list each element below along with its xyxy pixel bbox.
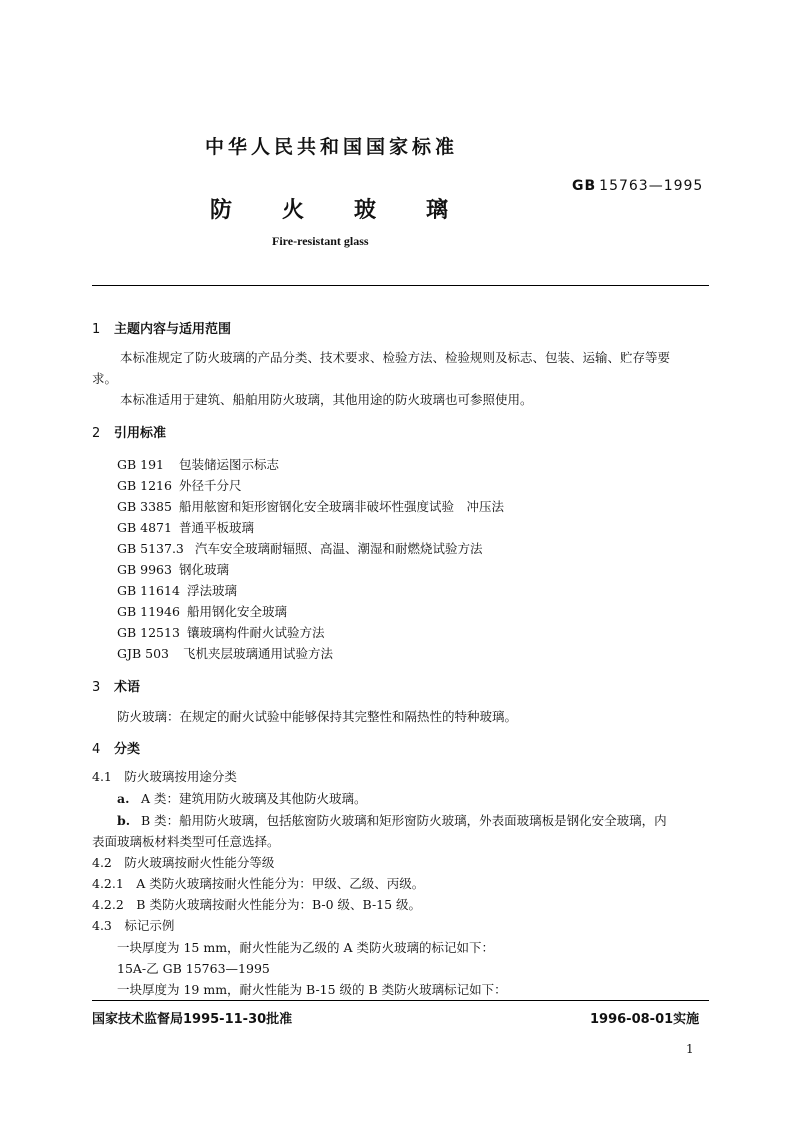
reference-code: GB 11946 bbox=[117, 604, 180, 619]
section-title: 分类 bbox=[114, 742, 141, 757]
reference-title: 包装储运图示标志 bbox=[178, 457, 279, 472]
item-marker: a. bbox=[117, 791, 130, 806]
section-1-paragraph-2: 本标准适用于建筑、船舶用防火玻璃，其他用途的防火玻璃也可参照使用。 bbox=[120, 392, 533, 407]
footer-divider bbox=[92, 1000, 709, 1001]
reference-code: GB 3385 bbox=[117, 499, 172, 514]
standard-number bbox=[572, 178, 703, 194]
reference-title: 外径千分尺 bbox=[178, 478, 242, 493]
reference-item bbox=[117, 476, 242, 494]
reference-item bbox=[117, 602, 287, 620]
clause-4-1: 4.1 防火玻璃按用途分类 bbox=[92, 769, 237, 784]
approval-date: 国家技术监督局1995-11-30批准 bbox=[92, 1012, 293, 1027]
term-definition: 防火玻璃：在规定的耐火试验中能够保持其完整性和隔热性的特种玻璃。 bbox=[117, 709, 518, 724]
section-number: 3 bbox=[92, 680, 101, 695]
section-title: 主题内容与适用范围 bbox=[114, 322, 232, 337]
reference-code: GB 4871 bbox=[117, 520, 172, 535]
reference-item bbox=[117, 455, 279, 473]
document-title bbox=[210, 193, 498, 224]
section-number: 1 bbox=[92, 322, 101, 337]
standard-number-value: 15763—1995 bbox=[599, 178, 704, 194]
reference-title: 普通平板玻璃 bbox=[178, 520, 254, 535]
reference-title: 钢化玻璃 bbox=[178, 562, 229, 577]
implementation-date: 1996-08-01实施 bbox=[590, 1012, 700, 1027]
section-4-heading bbox=[92, 738, 140, 757]
reference-code: GB 9963 bbox=[117, 562, 172, 577]
reference-title: 飞机夹层玻璃通用试验方法 bbox=[182, 646, 333, 661]
reference-item bbox=[117, 581, 237, 599]
reference-code: GB 191 bbox=[117, 457, 165, 472]
clause-4-2: 4.2 防火玻璃按耐火性能分等级 bbox=[92, 855, 275, 870]
reference-item bbox=[117, 644, 333, 662]
section-1-paragraph-1: 本标准规定了防火玻璃的产品分类、技术要求、检验方法、检验规则及标志、包装、运输、贮存等要 bbox=[120, 350, 671, 365]
title-char: 玻 bbox=[354, 198, 377, 223]
reference-title: 镶玻璃构件耐火试验方法 bbox=[186, 625, 325, 640]
reference-item bbox=[117, 518, 254, 536]
item-marker: b. bbox=[117, 813, 131, 828]
section-title: 引用标准 bbox=[114, 426, 167, 441]
reference-code: GB 12513 bbox=[117, 625, 180, 640]
example-2-description: 一块厚度为 19 mm，耐火性能为 B-15 级的 B 类防火玻璃标记如下： bbox=[117, 982, 507, 997]
reference-code: GB 1216 bbox=[117, 478, 172, 493]
section-number: 4 bbox=[92, 742, 101, 757]
item-text: A 类：建筑用防火玻璃及其他防火玻璃。 bbox=[141, 791, 367, 806]
clause-4-1-a bbox=[117, 789, 367, 807]
reference-item bbox=[117, 497, 504, 515]
title-char: 火 bbox=[282, 198, 305, 223]
title-char: 璃 bbox=[426, 198, 449, 223]
clause-4-1-b bbox=[117, 811, 667, 829]
clause-4-2-2: 4.2.2 B 类防火玻璃按耐火性能分为：B-0 级、B-15 级。 bbox=[92, 897, 422, 912]
reference-code: GB 5137.3 bbox=[117, 541, 184, 556]
national-standard-heading: 中华人民共和国国家标准 bbox=[205, 136, 459, 158]
reference-title: 船用舷窗和矩形窗钢化安全玻璃非破坏性强度试验 冲压法 bbox=[178, 499, 504, 514]
clause-4-1-b-cont: 表面玻璃板材料类型可任意选择。 bbox=[92, 834, 280, 849]
item-text: B 类：船用防火玻璃，包括舷窗防火玻璃和矩形窗防火玻璃，外表面玻璃板是钢化安全玻璃，内 bbox=[141, 813, 667, 828]
section-2-heading bbox=[92, 422, 166, 441]
example-1-description: 一块厚度为 15 mm，耐火性能为乙级的 A 类防火玻璃的标记如下： bbox=[117, 940, 495, 955]
reference-item bbox=[117, 623, 325, 641]
reference-item bbox=[117, 539, 483, 557]
clause-4-3: 4.3 标记示例 bbox=[92, 918, 175, 933]
section-number: 2 bbox=[92, 426, 101, 441]
standard-prefix: GB bbox=[572, 178, 597, 194]
reference-title: 浮法玻璃 bbox=[186, 583, 237, 598]
reference-code: GJB 503 bbox=[117, 646, 170, 661]
reference-title: 船用钢化安全玻璃 bbox=[186, 604, 287, 619]
clause-4-2-1: 4.2.1 A 类防火玻璃按耐火性能分为：甲级、乙级、丙级。 bbox=[92, 876, 425, 891]
reference-code: GB 11614 bbox=[117, 583, 180, 598]
section-1-heading bbox=[92, 318, 231, 337]
section-title: 术语 bbox=[114, 680, 141, 695]
section-3-heading bbox=[92, 676, 140, 695]
english-title: Fire-resistant glass bbox=[272, 234, 369, 248]
page-number: 1 bbox=[686, 1042, 694, 1056]
section-1-paragraph-1-cont: 求。 bbox=[92, 371, 118, 386]
example-1-marking: 15A-乙 GB 15763—1995 bbox=[117, 961, 270, 976]
reference-item bbox=[117, 560, 229, 578]
header-divider bbox=[92, 285, 709, 286]
title-char: 防 bbox=[210, 198, 233, 223]
reference-title: 汽车安全玻璃耐辐照、高温、潮湿和耐燃烧试验方法 bbox=[194, 541, 483, 556]
